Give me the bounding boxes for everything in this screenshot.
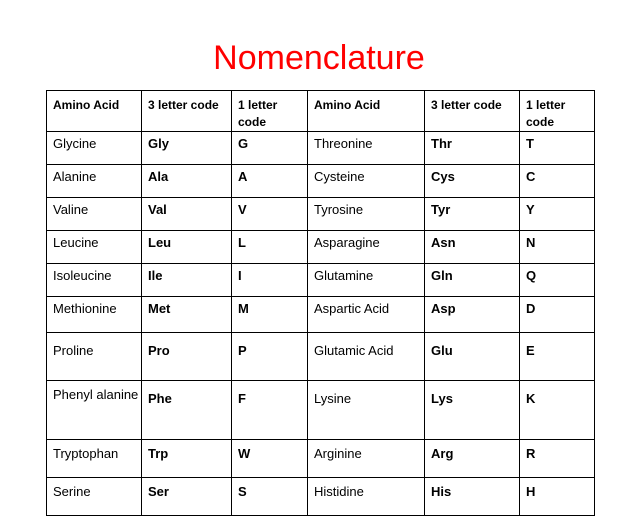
three-letter-code: Asp: [425, 297, 520, 333]
three-letter-code: Phe: [142, 381, 232, 440]
table-row: [47, 231, 595, 264]
table-row: [47, 165, 595, 198]
amino-acid-name: Leucine: [47, 231, 142, 264]
three-letter-code: Gln: [425, 264, 520, 297]
one-letter-code: K: [520, 381, 595, 440]
amino-acid-name: Proline: [47, 333, 142, 381]
one-letter-code: Q: [520, 264, 595, 297]
one-letter-code: S: [232, 478, 308, 516]
amino-acid-name: Tyrosine: [308, 198, 425, 231]
three-letter-code: Pro: [142, 333, 232, 381]
amino-acid-name: Phenyl alanine: [47, 381, 142, 440]
header-one-letter-code: 1 letter code: [520, 91, 595, 132]
one-letter-code: A: [232, 165, 308, 198]
table-row: [47, 381, 595, 440]
three-letter-code: Val: [142, 198, 232, 231]
amino-acid-name: Serine: [47, 478, 142, 516]
amino-acid-name: Glycine: [47, 132, 142, 165]
amino-acid-name: Histidine: [308, 478, 425, 516]
three-letter-code: Leu: [142, 231, 232, 264]
three-letter-code: Ser: [142, 478, 232, 516]
table-row: [47, 478, 595, 516]
three-letter-code: Tyr: [425, 198, 520, 231]
one-letter-code: C: [520, 165, 595, 198]
one-letter-code: H: [520, 478, 595, 516]
one-letter-code: N: [520, 231, 595, 264]
table-header-row: [47, 91, 595, 132]
amino-acid-name: Arginine: [308, 440, 425, 478]
three-letter-code: Cys: [425, 165, 520, 198]
one-letter-code: W: [232, 440, 308, 478]
table-row: [47, 132, 595, 165]
table-row: [47, 333, 595, 381]
amino-acid-name: Valine: [47, 198, 142, 231]
one-letter-code: E: [520, 333, 595, 381]
one-letter-code: V: [232, 198, 308, 231]
amino-acid-name: Aspartic Acid: [308, 297, 425, 333]
amino-acid-name: Cysteine: [308, 165, 425, 198]
one-letter-code: T: [520, 132, 595, 165]
one-letter-code: R: [520, 440, 595, 478]
three-letter-code: Glu: [425, 333, 520, 381]
amino-acid-name: Threonine: [308, 132, 425, 165]
one-letter-code: L: [232, 231, 308, 264]
one-letter-code: Y: [520, 198, 595, 231]
amino-acid-name: Glutamine: [308, 264, 425, 297]
one-letter-code: P: [232, 333, 308, 381]
three-letter-code: His: [425, 478, 520, 516]
three-letter-code: Thr: [425, 132, 520, 165]
amino-acid-name: Lysine: [308, 381, 425, 440]
header-one-letter-code: 1 letter code: [232, 91, 308, 132]
header-amino-acid: Amino Acid: [47, 91, 142, 132]
one-letter-code: F: [232, 381, 308, 440]
one-letter-code: G: [232, 132, 308, 165]
header-three-letter-code: 3 letter code: [425, 91, 520, 132]
header-three-letter-code: 3 letter code: [142, 91, 232, 132]
amino-acid-name: Glutamic Acid: [308, 333, 425, 381]
three-letter-code: Asn: [425, 231, 520, 264]
three-letter-code: Ala: [142, 165, 232, 198]
table-row: [47, 264, 595, 297]
one-letter-code: D: [520, 297, 595, 333]
amino-acid-table: [46, 90, 595, 516]
three-letter-code: Trp: [142, 440, 232, 478]
amino-acid-name: Alanine: [47, 165, 142, 198]
page-title: Nomenclature: [213, 39, 425, 77]
amino-acid-name: Isoleucine: [47, 264, 142, 297]
one-letter-code: M: [232, 297, 308, 333]
three-letter-code: Arg: [425, 440, 520, 478]
three-letter-code: Ile: [142, 264, 232, 297]
one-letter-code: I: [232, 264, 308, 297]
header-amino-acid: Amino Acid: [308, 91, 425, 132]
three-letter-code: Met: [142, 297, 232, 333]
table-row: [47, 297, 595, 333]
amino-acid-name: Asparagine: [308, 231, 425, 264]
amino-acid-name: Methionine: [47, 297, 142, 333]
three-letter-code: Lys: [425, 381, 520, 440]
three-letter-code: Gly: [142, 132, 232, 165]
amino-acid-name: Tryptophan: [47, 440, 142, 478]
table-row: [47, 440, 595, 478]
table-row: [47, 198, 595, 231]
